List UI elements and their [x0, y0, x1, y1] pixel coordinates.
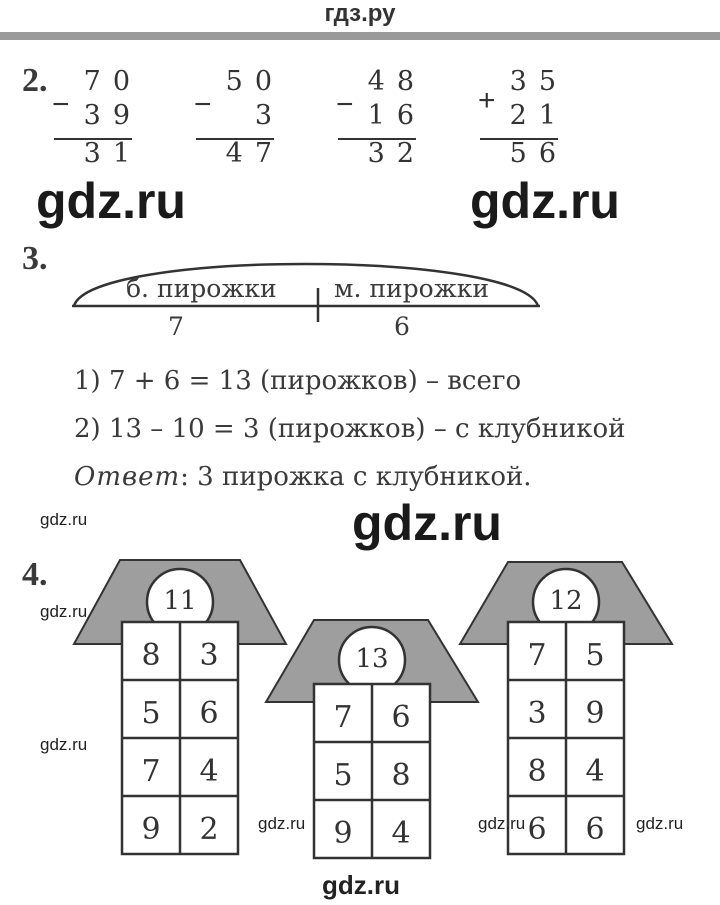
house-3-cell: 9	[585, 696, 605, 731]
operator: +	[478, 84, 496, 117]
segment-right-value: 6	[394, 312, 410, 341]
difference: 32	[367, 138, 426, 169]
watermark: gdz.ru	[470, 173, 620, 229]
addend-2: 21	[509, 100, 568, 131]
task-4-number: 4.	[22, 556, 48, 593]
site-header[interactable]: гдз.ру	[324, 0, 396, 27]
house-3-cell: 3	[527, 696, 547, 731]
operator: −	[52, 88, 70, 121]
segment-left-value: 7	[168, 312, 184, 341]
addend-1: 35	[509, 66, 568, 97]
house-1-roof-number: 11	[163, 586, 197, 616]
minuend: 70	[83, 66, 142, 97]
watermark: gdz.ru	[40, 602, 88, 621]
segment-left-label: б. пирожки	[126, 274, 277, 303]
subtrahend: 16	[367, 100, 426, 131]
house-1-cell: 7	[141, 754, 161, 789]
subtrahend: 3	[254, 100, 284, 131]
house-3-cell: 6	[527, 812, 547, 847]
difference: 31	[83, 138, 142, 169]
subtraction-column-2	[194, 66, 284, 176]
watermark: gdz.ru	[258, 814, 306, 833]
answer-line	[74, 462, 532, 492]
subtraction-column-3	[336, 66, 426, 176]
watermark: gdz.ru	[478, 814, 526, 833]
house-3-cell: 7	[527, 638, 547, 673]
house-1-cell: 2	[199, 812, 219, 847]
house-2-roof-number: 13	[355, 644, 389, 674]
header-divider	[0, 32, 720, 40]
watermark: gdz.ru	[322, 870, 400, 900]
house-1-cell: 8	[141, 638, 161, 673]
house-2-cell: 5	[333, 758, 353, 793]
house-2-cell: 9	[333, 816, 353, 851]
answer-text: : 3 пирожка с клубникой.	[180, 462, 532, 492]
answer-label: Ответ	[74, 462, 181, 492]
watermark: gdz.ru	[40, 510, 88, 529]
house-1-cell: 3	[199, 638, 219, 673]
subtrahend: 39	[83, 100, 142, 131]
house-3-cell: 4	[585, 754, 605, 789]
minuend: 50	[225, 66, 284, 97]
house-1-cell: 6	[199, 696, 219, 731]
operator: −	[336, 88, 354, 121]
house-1-cell: 5	[141, 696, 161, 731]
house-2-cell: 4	[391, 816, 411, 851]
subtraction-column-1	[52, 66, 142, 176]
house-3-roof-number: 12	[549, 586, 583, 616]
watermark: gdz.ru	[36, 173, 186, 229]
solution-step-1: 1) 7 + 6 = 13 (пирожков) – всего	[74, 366, 522, 396]
house-1-cell: 4	[199, 754, 219, 789]
house-2-cell: 7	[333, 700, 353, 735]
house-2-cell: 8	[391, 758, 411, 793]
difference: 47	[225, 138, 284, 169]
house-1-cell: 9	[141, 812, 161, 847]
addition-column-4	[478, 66, 568, 176]
sum: 56	[509, 138, 568, 169]
solution-step-2: 2) 13 – 10 = 3 (пирожков) – с клубникой	[74, 414, 626, 444]
house-3-cell: 5	[585, 638, 605, 673]
segment-right-label: м. пирожки	[334, 274, 490, 303]
house-3-cell: 6	[585, 812, 605, 847]
operator: −	[194, 88, 212, 121]
house-3-cell: 8	[527, 754, 547, 789]
task-2-number: 2.	[22, 62, 48, 99]
minuend: 48	[367, 66, 426, 97]
house-2-cell: 6	[391, 700, 411, 735]
watermark: gdz.ru	[40, 735, 88, 754]
watermark: gdz.ru	[352, 495, 502, 551]
task-3-number: 3.	[22, 240, 48, 277]
watermark: gdz.ru	[636, 814, 684, 833]
